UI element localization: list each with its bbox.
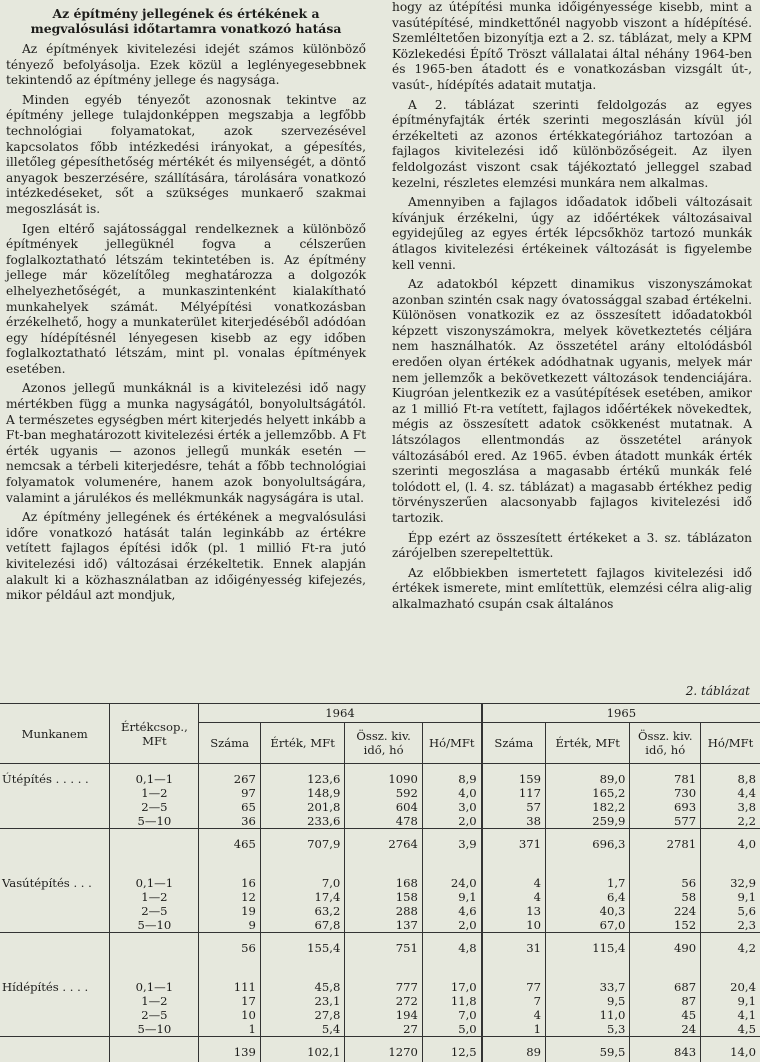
spacer-cell (482, 972, 546, 980)
spacer-cell (110, 868, 199, 876)
total-cell: 465 (199, 829, 261, 855)
paragraph: Épp ezért az összesített értékeket a 3. sz. táblázaton zárójelben szerepeltettük. (392, 531, 752, 562)
paragraph: A 2. táblázat szerinti feldolgozás az egyes építményfajták érték szerinti megoszlásán kívül jól érzékelteti az azonos értékkategóriához tartozóan a fajlagos kivitelezési idő különbözőségeit. Az ilyen feldolgozást viszont csak tájékoztató jelleggel szabad kezelni, részletes elemzési munkára nem alkalmas. (392, 98, 752, 192)
table-body (0, 764, 760, 1062)
value-cell: 11,0 (546, 1008, 630, 1022)
value-cell: 152 (630, 918, 701, 933)
value-cell: 5,6 (701, 904, 760, 918)
spacer-cell (630, 972, 701, 980)
range-cell (110, 1037, 199, 1062)
table-row (0, 1022, 760, 1037)
value-cell: 5,0 (422, 1022, 481, 1037)
spacer-cell (110, 958, 199, 972)
range-cell: 2—5 (110, 904, 199, 918)
range-cell: 2—5 (110, 1008, 199, 1022)
value-cell: 45 (630, 1008, 701, 1022)
value-cell: 123,6 (260, 772, 344, 786)
paragraph: Az építmények kivitelezési idejét számos különböző tényező befolyásolja. Ezek közül a leglényegesebbnek tekintendő az építmény jellege és nagysága. (6, 42, 366, 89)
spacer-cell (630, 958, 701, 972)
value-cell: 3,0 (422, 800, 481, 814)
total-cell: 4,8 (422, 933, 481, 959)
value-cell: 117 (482, 786, 546, 800)
spacer-cell (260, 972, 344, 980)
paragraph: Az építmény jellegének és értékének a megvalósulási időre vonatkozó hatását talán leginkább az értékre vetített fajlagos építési idők (pl. 1 millió Ft-ra jutó kivitelezési idő) változásai érzékeltetik. Ennek alapján alakult ki a közhasználatban az időigényesség kifejezés, mikor például azt mondjuk, (6, 510, 366, 604)
value-cell: 267 (199, 772, 261, 786)
spacer-cell (422, 972, 481, 980)
total-cell: 4,0 (701, 829, 760, 855)
value-cell: 13 (482, 904, 546, 918)
spacer-cell (701, 764, 760, 773)
munkanem-cell (0, 994, 110, 1008)
value-cell: 3,8 (701, 800, 760, 814)
value-cell: 1090 (345, 772, 423, 786)
spacer-cell (0, 854, 110, 868)
section-heading: Az építmény jellegének és értékének a megvalósulási időtartamra vonatkozó hatása (6, 6, 366, 36)
value-cell: 158 (345, 890, 423, 904)
value-cell: 23,1 (260, 994, 344, 1008)
spacer-cell (422, 958, 481, 972)
total-cell: 155,4 (260, 933, 344, 959)
value-cell: 9,5 (546, 994, 630, 1008)
total-cell: 1270 (345, 1037, 423, 1062)
munkanem-cell: Vasútépítés . . . (0, 876, 110, 890)
value-cell: 687 (630, 980, 701, 994)
spacer-cell (482, 958, 546, 972)
spacer-row (0, 854, 760, 868)
spacer-cell (345, 958, 423, 972)
munkanem-cell (0, 786, 110, 800)
value-cell: 4,5 (701, 1022, 760, 1037)
value-cell: 38 (482, 814, 546, 829)
range-cell: 0,1—1 (110, 980, 199, 994)
value-cell: 4 (482, 876, 546, 890)
total-cell: 12,5 (422, 1037, 481, 1062)
value-cell: 5,3 (546, 1022, 630, 1037)
header-ertekcsop: Értékcsop., MFt (110, 704, 199, 764)
value-cell: 12 (199, 890, 261, 904)
range-cell: 1—2 (110, 786, 199, 800)
range-cell: 5—10 (110, 918, 199, 933)
value-cell: 2,2 (701, 814, 760, 829)
value-cell: 7,0 (422, 1008, 481, 1022)
value-cell: 89,0 (546, 772, 630, 786)
total-cell: 2764 (345, 829, 423, 855)
value-cell: 137 (345, 918, 423, 933)
spacer-cell (345, 854, 423, 868)
value-cell: 272 (345, 994, 423, 1008)
value-cell: 17,4 (260, 890, 344, 904)
value-cell: 27 (345, 1022, 423, 1037)
paragraph: hogy az útépítési munka időigényessége kisebb, mint a vasútépítésé, mindkettőnél nagyobb viszont a hídépítésé. Szemléltetően bizonyítja ezt a 2. sz. táblázat, mely a KPM Közlekedési Építő Tröszt vállalatai által néhány 1964-ben és 1965-ben átadott és e vonatkozásban vizsgált út-, vasút-, hídépítés adatait mutatja. (392, 0, 752, 94)
value-cell: 7,0 (260, 876, 344, 890)
total-cell: 3,9 (422, 829, 481, 855)
value-cell: 8,8 (701, 772, 760, 786)
spacer-cell (630, 764, 701, 773)
header-szama: Száma (482, 723, 546, 764)
value-cell: 1,7 (546, 876, 630, 890)
total-cell: 59,5 (546, 1037, 630, 1062)
data-table (0, 703, 760, 1062)
left-column (6, 6, 366, 608)
total-cell: 696,3 (546, 829, 630, 855)
table-row (0, 904, 760, 918)
value-cell: 57 (482, 800, 546, 814)
munkanem-cell (0, 1008, 110, 1022)
value-cell: 781 (630, 772, 701, 786)
total-row (0, 829, 760, 855)
spacer-cell (0, 868, 110, 876)
value-cell: 2,3 (701, 918, 760, 933)
munkanem-cell: Útépítés . . . . . (0, 772, 110, 786)
value-cell: 77 (482, 980, 546, 994)
value-cell: 7 (482, 994, 546, 1008)
value-cell: 97 (199, 786, 261, 800)
total-cell: 751 (345, 933, 423, 959)
total-cell: 102,1 (260, 1037, 344, 1062)
value-cell: 16 (199, 876, 261, 890)
value-cell: 592 (345, 786, 423, 800)
munkanem-cell (0, 933, 110, 959)
value-cell: 17,0 (422, 980, 481, 994)
spacer-cell (422, 868, 481, 876)
spacer-cell (546, 958, 630, 972)
table-row (0, 918, 760, 933)
value-cell: 201,8 (260, 800, 344, 814)
munkanem-cell (0, 829, 110, 855)
header-ertek: Érték, MFt (260, 723, 344, 764)
spacer-row (0, 764, 760, 773)
munkanem-cell: Hídépítés . . . . (0, 980, 110, 994)
spacer-cell (422, 764, 481, 773)
spacer-row (0, 868, 760, 876)
value-cell: 1 (199, 1022, 261, 1037)
value-cell: 58 (630, 890, 701, 904)
value-cell: 17 (199, 994, 261, 1008)
spacer-cell (260, 854, 344, 868)
value-cell: 56 (630, 876, 701, 890)
range-cell (110, 933, 199, 959)
munkanem-cell (0, 918, 110, 933)
paragraph: Amennyiben a fajlagos időadatok időbeli változásait kívánjuk érzékelni, úgy az időértékek változásaival egyidejűleg az egyes érték lépcsőkhöz tartozó munkák átlagos kivitelezési értékeinek változását is figyelembe kell venni. (392, 195, 752, 273)
value-cell: 2,0 (422, 814, 481, 829)
table-row (0, 814, 760, 829)
table-row (0, 994, 760, 1008)
paragraph: Minden egyéb tényezőt azonosnak tekintve az építmény jellege tulajdonképpen megszabja a legfőbb technológiai folyamatokat, azok szervezésével kapcsolatos főbb intézkedési irányokat, a gépesítés, illetőleg gépesíthetőség mértékét és milyenségét, a döntő anyagok beszerzésére, szállítására, tárolására vonatkozó intézkedéseket, sőt a szükséges munkaerő szakmai megoszlását is. (6, 93, 366, 218)
spacer-cell (199, 868, 261, 876)
value-cell: 67,8 (260, 918, 344, 933)
spacer-cell (482, 868, 546, 876)
value-cell: 20,4 (701, 980, 760, 994)
total-cell: 31 (482, 933, 546, 959)
value-cell: 10 (482, 918, 546, 933)
value-cell: 27,8 (260, 1008, 344, 1022)
total-row (0, 933, 760, 959)
total-cell: 115,4 (546, 933, 630, 959)
table-row (0, 1008, 760, 1022)
paragraph: Igen eltérő sajátossággal rendelkeznek a különböző építmények jellegüknél fogva a célszerűen foglalkoztatható létszám tekintetében is. Az építmény jellege már közelítőleg meghatározza a dolgozók elhelyezhetőségét, a munkaszintenként kialakítható munkahelyek számát. Mélyépítési vonatkozásban érzékelhető, hogy a munkaterület kiterjedéséből adódóan egy hídépítésnél lényegesen kisebb az egy időben foglalkoztatható létszám, mint pl. vonalas építmények esetében. (6, 222, 366, 378)
spacer-cell (546, 868, 630, 876)
munkanem-cell (0, 1022, 110, 1037)
spacer-cell (345, 868, 423, 876)
total-row (0, 1037, 760, 1062)
table-title: 2. táblázat (686, 684, 750, 698)
table-row (0, 786, 760, 800)
value-cell: 4 (482, 1008, 546, 1022)
value-cell: 45,8 (260, 980, 344, 994)
table-row (0, 980, 760, 994)
value-cell: 67,0 (546, 918, 630, 933)
spacer-cell (701, 868, 760, 876)
total-cell: 139 (199, 1037, 261, 1062)
value-cell: 159 (482, 772, 546, 786)
spacer-cell (546, 854, 630, 868)
total-cell: 843 (630, 1037, 701, 1062)
value-cell: 604 (345, 800, 423, 814)
total-cell: 89 (482, 1037, 546, 1062)
value-cell: 4,4 (701, 786, 760, 800)
spacer-cell (0, 764, 110, 773)
spacer-cell (482, 854, 546, 868)
value-cell: 65 (199, 800, 261, 814)
munkanem-cell (0, 814, 110, 829)
value-cell: 182,2 (546, 800, 630, 814)
range-cell: 0,1—1 (110, 772, 199, 786)
spacer-cell (0, 972, 110, 980)
value-cell: 168 (345, 876, 423, 890)
value-cell: 693 (630, 800, 701, 814)
value-cell: 4,0 (422, 786, 481, 800)
paragraph: Az adatokból képzett dinamikus viszonyszámokat azonban szintén csak nagy óvatossággal szabad értékelni. Különösen vonatkozik ez az összesített időadatokból képzett viszonyszámokra, melyek következtetés céljára nem használhatók. Az összetétel arány eltolódásból eredően olyan értékek adódhatnak ugyanis, melyek már nem jellemzők a bekövetkezett változások tendenciájára. Kiugróan jelentkezik ez a vasútépítések esetében, amikor az 1 millió Ft-ra vetített, fajlagos időértékek növekedtek, mégis az összesített adatok csökkenést mutatnak. A látszólagos ellentmondás az összetétel arányok változásából ered. Az 1965. évben átadott munkák érték szerinti megoszlása a magasabb értékű munkák felé tolódott el, (l. 4. sz. táblázat) a magasabb értékhez pedig törvényszerűen alacsonyabb fajlagos kivitelezési idő tartozik. (392, 277, 752, 527)
value-cell: 777 (345, 980, 423, 994)
header-ho-mft: Hó/MFt (701, 723, 760, 764)
value-cell: 32,9 (701, 876, 760, 890)
range-cell: 5—10 (110, 1022, 199, 1037)
spacer-row (0, 972, 760, 980)
value-cell: 288 (345, 904, 423, 918)
total-cell: 707,9 (260, 829, 344, 855)
paragraph: Az előbbiekben ismertetett fajlagos kivitelezési idő értékek ismerete, mint említettük, elemzési célra alig-alig alkalmazható csupán csak általános (392, 566, 752, 613)
range-cell (110, 829, 199, 855)
paragraph: Azonos jellegű munkáknál is a kivitelezési idő nagy mértékben függ a munka nagyságától, bonyolultságától. A természetes egységben mért kiterjedés helyett inkább a Ft-ban meghatározott kivitelezési érték a jellemzőbb. A Ft érték ugyanis — azonos jellegű munkák esetén — nemcsak a térbeli kiterjedésre, tehát a főbb technológiai folyamatok volumenére, hanem azok bonyolultságára, valamint a járulékos és mellékmunkák nagyságára is utal. (6, 381, 366, 506)
spacer-cell (630, 868, 701, 876)
spacer-cell (422, 854, 481, 868)
header-ossz-kiv-ido: Össz. kiv. idő, hó (630, 723, 701, 764)
header-szama: Száma (199, 723, 261, 764)
value-cell: 87 (630, 994, 701, 1008)
value-cell: 194 (345, 1008, 423, 1022)
spacer-cell (630, 854, 701, 868)
value-cell: 9 (199, 918, 261, 933)
total-cell: 4,2 (701, 933, 760, 959)
value-cell: 24 (630, 1022, 701, 1037)
value-cell: 19 (199, 904, 261, 918)
spacer-cell (199, 972, 261, 980)
spacer-cell (482, 764, 546, 773)
value-cell: 11,8 (422, 994, 481, 1008)
value-cell: 33,7 (546, 980, 630, 994)
spacer-cell (110, 854, 199, 868)
header-munkanem: Munkanem (0, 704, 110, 764)
table-row (0, 876, 760, 890)
value-cell: 40,3 (546, 904, 630, 918)
value-cell: 8,9 (422, 772, 481, 786)
spacer-cell (701, 854, 760, 868)
table-row (0, 890, 760, 904)
value-cell: 730 (630, 786, 701, 800)
spacer-cell (701, 972, 760, 980)
spacer-cell (345, 764, 423, 773)
header-year-1965: 1965 (482, 704, 760, 723)
value-cell: 2,0 (422, 918, 481, 933)
spacer-cell (199, 958, 261, 972)
value-cell: 9,1 (701, 890, 760, 904)
value-cell: 4 (482, 890, 546, 904)
range-cell: 0,1—1 (110, 876, 199, 890)
value-cell: 1 (482, 1022, 546, 1037)
header-ossz-kiv-ido: Össz. kiv. idő, hó (345, 723, 423, 764)
spacer-cell (546, 972, 630, 980)
total-cell: 14,0 (701, 1037, 760, 1062)
munkanem-cell (0, 904, 110, 918)
value-cell: 224 (630, 904, 701, 918)
value-cell: 478 (345, 814, 423, 829)
header-ho-mft: Hó/MFt (422, 723, 481, 764)
total-cell: 371 (482, 829, 546, 855)
value-cell: 9,1 (701, 994, 760, 1008)
munkanem-cell (0, 800, 110, 814)
spacer-cell (199, 764, 261, 773)
spacer-cell (110, 764, 199, 773)
spacer-cell (345, 972, 423, 980)
munkanem-cell (0, 890, 110, 904)
header-year-1964: 1964 (199, 704, 482, 723)
spacer-cell (546, 764, 630, 773)
value-cell: 577 (630, 814, 701, 829)
value-cell: 24,0 (422, 876, 481, 890)
range-cell: 1—2 (110, 994, 199, 1008)
spacer-cell (0, 958, 110, 972)
total-cell: 2781 (630, 829, 701, 855)
spacer-cell (260, 764, 344, 773)
value-cell: 111 (199, 980, 261, 994)
total-cell: 56 (199, 933, 261, 959)
spacer-cell (260, 868, 344, 876)
spacer-cell (199, 854, 261, 868)
range-cell: 1—2 (110, 890, 199, 904)
range-cell: 2—5 (110, 800, 199, 814)
range-cell: 5—10 (110, 814, 199, 829)
value-cell: 259,9 (546, 814, 630, 829)
spacer-cell (701, 958, 760, 972)
value-cell: 10 (199, 1008, 261, 1022)
total-cell: 490 (630, 933, 701, 959)
value-cell: 9,1 (422, 890, 481, 904)
value-cell: 63,2 (260, 904, 344, 918)
spacer-cell (110, 972, 199, 980)
table-row (0, 800, 760, 814)
value-cell: 6,4 (546, 890, 630, 904)
value-cell: 4,6 (422, 904, 481, 918)
spacer-row (0, 958, 760, 972)
spacer-cell (260, 958, 344, 972)
value-cell: 36 (199, 814, 261, 829)
munkanem-cell (0, 1037, 110, 1062)
value-cell: 4,1 (701, 1008, 760, 1022)
value-cell: 165,2 (546, 786, 630, 800)
value-cell: 233,6 (260, 814, 344, 829)
right-column (392, 0, 752, 617)
value-cell: 5,4 (260, 1022, 344, 1037)
table-row (0, 772, 760, 786)
value-cell: 148,9 (260, 786, 344, 800)
header-ertek: Érték, MFt (546, 723, 630, 764)
